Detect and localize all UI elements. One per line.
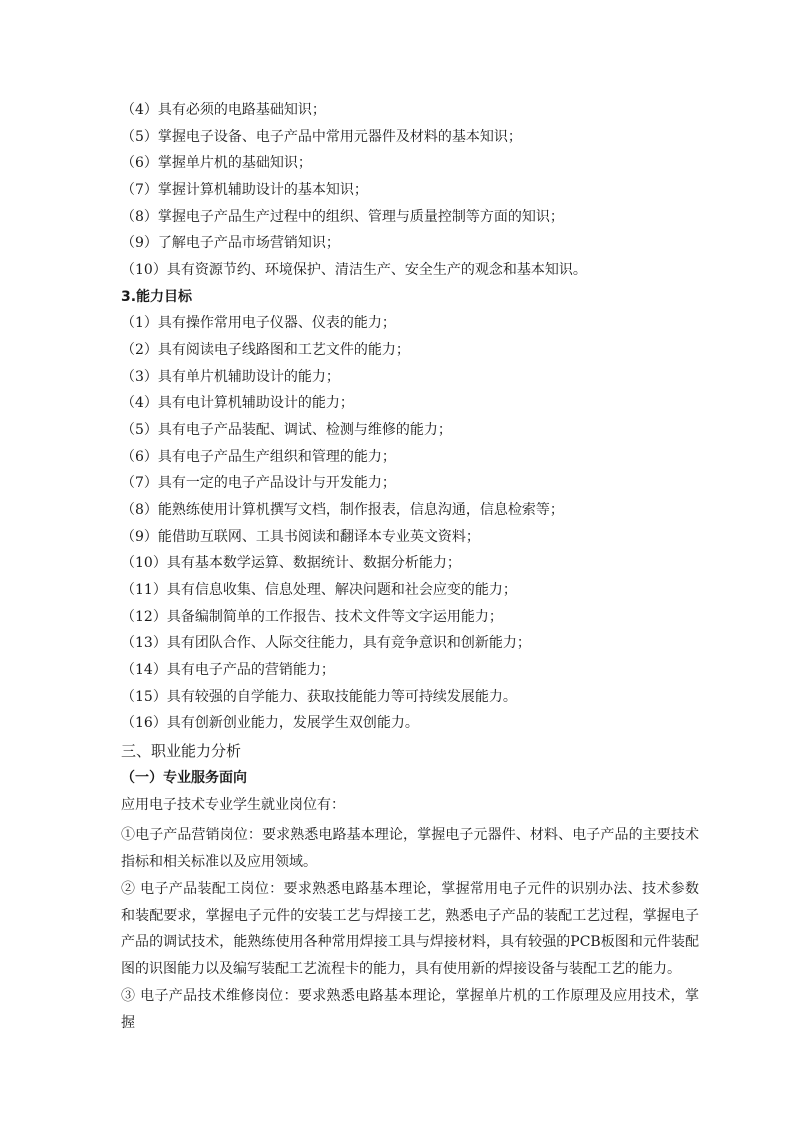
ability-item: （1）具有操作常用电子仪器、仪表的能力； xyxy=(121,315,396,331)
position-paragraph: ③ 电子产品技术维修岗位：要求熟悉电路基本理论，掌握单片机的工作原理及应用技术，掌握 xyxy=(121,988,699,1031)
ability-item: （12）具备编制简单的工作报告、技术文件等文字运用能力； xyxy=(121,609,503,625)
knowledge-item: （7）掌握计算机辅助设计的基本知识； xyxy=(121,182,368,198)
knowledge-item: （4）具有必须的电路基础知识； xyxy=(121,102,326,118)
ability-item: （10）具有基本数学运算、数据统计、数据分析能力； xyxy=(121,555,461,571)
ability-item: （16）具有创新创业能力，发展学生双创能力。 xyxy=(121,715,419,731)
ability-item: （11）具有信息收集、信息处理、解决问题和社会应变的能力； xyxy=(121,582,517,598)
position-paragraph: ② 电子产品装配工岗位：要求熟悉电路基本理论，掌握常用电子元件的识别办法、技术参数和装配要求，掌握电子元件的安装工艺与焊接工艺，熟悉电子产品的装配工艺过程，掌握电子产品的调试技术，能熟练使用各种常用焊接工具与焊接材料，具有较强的PCB板图和元件装配图的识图能力以及编写装配工艺流程卡的能力，具有使用新的焊接设备与装配工艺的能力。 xyxy=(121,881,699,978)
knowledge-item: （10）具有资源节约、环境保护、清洁生产、安全生产的观念和基本知识。 xyxy=(121,262,587,278)
ability-item: （15）具有较强的自学能力、获取技能能力等可持续发展能力。 xyxy=(121,689,517,705)
ability-item: （5）具有电子产品装配、调试、检测与维修的能力； xyxy=(121,422,452,438)
ability-item: （8）能熟练使用计算机撰写文档，制作报表，信息沟通，信息检索等； xyxy=(121,502,564,518)
ability-item: （3）具有单片机辅助设计的能力； xyxy=(121,369,340,385)
ability-item: （6）具有电子产品生产组织和管理的能力； xyxy=(121,449,396,465)
subsection-heading: （一）专业服务面向 xyxy=(121,770,247,786)
knowledge-item: （8）掌握电子产品生产过程中的组织、管理与质量控制等方面的知识； xyxy=(121,209,564,225)
section-heading: 三、职业能力分析 xyxy=(121,742,242,760)
ability-item: （9）能借助互联网、工具书阅读和翻译本专业英文资料； xyxy=(121,529,480,545)
ability-item: （13）具有团队合作、人际交往能力，具有竞争意识和创新能力； xyxy=(121,635,531,651)
ability-heading: 3.能力目标 xyxy=(121,289,193,305)
ability-item: （4）具有电计算机辅助设计的能力； xyxy=(121,395,354,411)
intro-text: 应用电子技术专业学生就业岗位有： xyxy=(121,797,345,813)
knowledge-item: （9）了解电子产品市场营销知识； xyxy=(121,235,340,251)
knowledge-item: （5）掌握电子设备、电子产品中常用元器件及材料的基本知识； xyxy=(121,129,522,145)
ability-item: （14）具有电子产品的营销能力； xyxy=(121,662,335,678)
position-paragraph: ①电子产品营销岗位：要求熟悉电路基本理论，掌握电子元器件、材料、电子产品的主要技术指标和相关标准以及应用领域。 xyxy=(121,827,699,870)
ability-item: （2）具有阅读电子线路图和工艺文件的能力； xyxy=(121,342,410,358)
knowledge-item: （6）掌握单片机的基础知识； xyxy=(121,155,312,171)
ability-item: （7）具有一定的电子产品设计与开发能力； xyxy=(121,475,396,491)
